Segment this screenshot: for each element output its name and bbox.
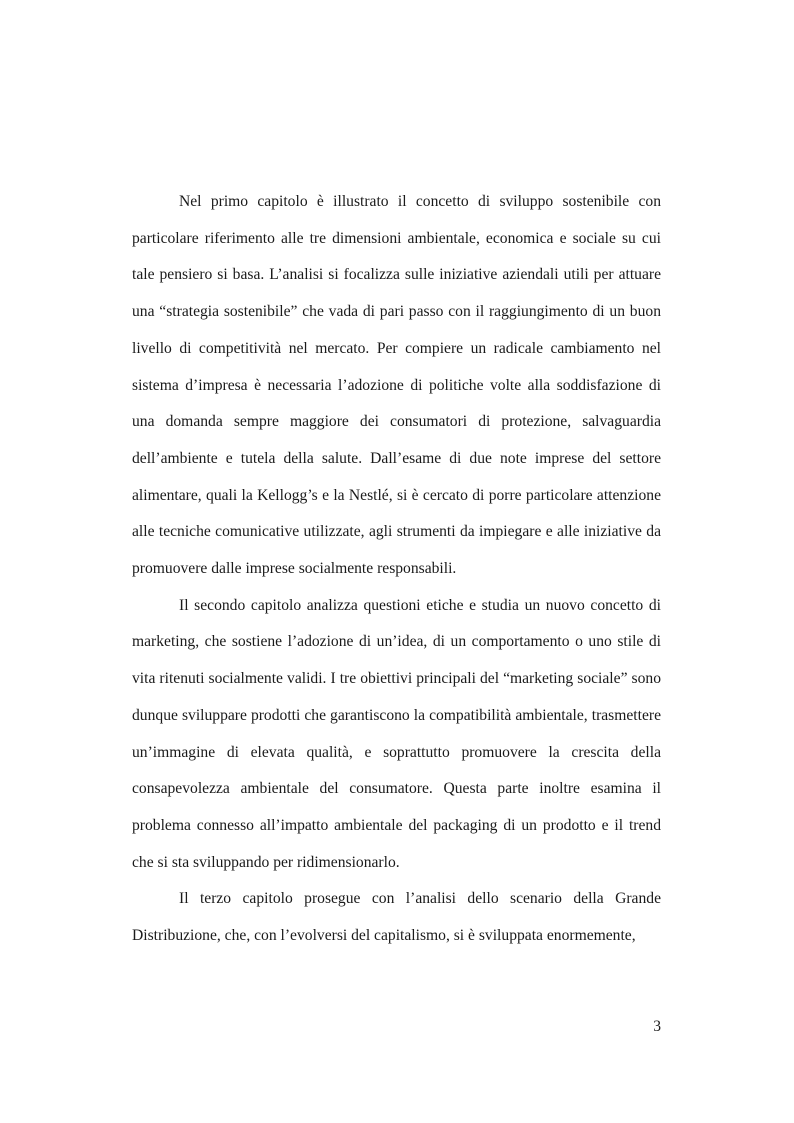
paragraph-chapter-three-summary: Il terzo capitolo prosegue con l’analisi dello scenario della Grande Distribuzione, che, con l’evolversi del capitalismo, si è sviluppata enormemente, bbox=[132, 890, 661, 945]
paragraph-chapter-two-summary: Il secondo capitolo analizza questioni etiche e studia un nuovo concetto di marketing, che sostiene l’adozione di un’idea, di un comportamento o uno stile di vita ritenuti socialmente validi. I tre obiettivi principali del “marketing sociale” sono dunque sviluppare prodotti che garantiscono la compatibilità ambientale, trasmettere un’immagine di elevata qualità, e soprattutto promuovere la crescita della consapevolezza ambientale del consumatore. Questa parte inoltre esamina il problema connesso all’impatto ambientale del packaging di un prodotto e il trend che si sta sviluppando per ridimensionarlo. bbox=[132, 596, 661, 871]
paragraph-chapter-one-summary: Nel primo capitolo è illustrato il concetto di sviluppo sostenibile con particolare riferimento alle tre dimensioni ambientale, economica e sociale su cui tale pensiero si basa. L’analisi si focalizza sulle iniziative aziendali utili per attuare una “strategia sostenibile” che vada di pari passo con il raggiungimento di un buon livello di competitività nel mercato. Per compiere un radicale cambiamento nel sistema d’impresa è necessaria l’adozione di politiche volte alla soddisfazione di una domanda sempre maggiore dei consumatori di protezione, salvaguardia dell’ambiente e tutela della salute. Dall’esame di due note imprese del settore alimentare, quali la Kellogg’s e la Nestlé, si è cercato di porre particolare attenzione alle tecniche comunicative utilizzate, agli strumenti da impiegare e alle iniziative da promuovere dalle imprese socialmente responsabili. bbox=[132, 193, 661, 578]
document-body bbox=[132, 184, 661, 955]
page-number: 3 bbox=[653, 1018, 661, 1035]
